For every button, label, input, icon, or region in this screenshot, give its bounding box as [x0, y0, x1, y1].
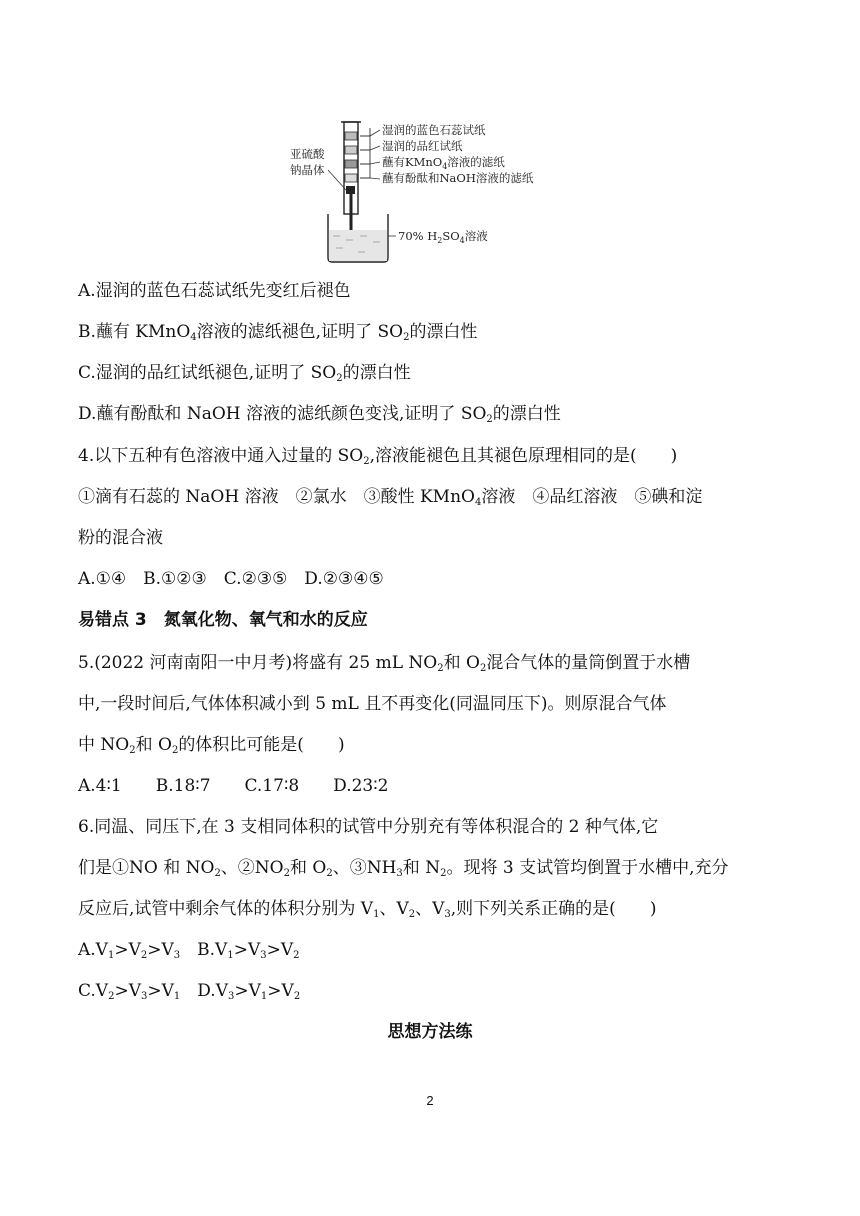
- label-h2so4: 70% $H_2SO_4$溶液: [398, 229, 488, 245]
- q6-options-ab: $A.V_1>V_2>V_3$ $B.V_1>V_3>V_2$: [78, 940, 300, 961]
- q4-items-cont: 粉的混合液: [78, 528, 163, 548]
- q4-stem: 4.以下五种有色溶液中通入过量的 $SO_2$,溶液能褪色且其褪色原理相同的是( ): [78, 446, 678, 467]
- q5-line-1: 5.(2022 河南南阳一中月考)将盛有 25 mL $NO_2$和 $O_2$混合气体的量筒倒置于水槽: [78, 653, 691, 674]
- section-heading-3: 易错点 3 氮氧化物、氧气和水的反应: [78, 610, 368, 630]
- q5-line-2: 中,一段时间后,气体体积减小到 5 mL 且不再变化(同温同压下)。则原混合气体: [78, 694, 667, 714]
- label-kmno4-paper: 蘸有KMnO$_4$溶液的滤纸: [382, 155, 505, 171]
- label-phenolphthalein-paper: 蘸有酚酞和NaOH溶液的滤纸: [382, 171, 534, 185]
- q3-option-d: D.蘸有酚酞和 NaOH 溶液的滤纸颜色变浅,证明了 $SO_2$的漂白性: [78, 404, 561, 425]
- q5-line-3: 中 $NO_2$和 $O_2$的体积比可能是( ): [78, 735, 345, 756]
- q6-options-cd: $C.V_2>V_3>V_1$ $D.V_3>V_1>V_2$: [78, 981, 301, 1002]
- q6-line-1: 6.同温、同压下,在 3 支相同体积的试管中分别充有等体积混合的 2 种气体,它: [78, 817, 659, 837]
- apparatus-figure: [288, 118, 588, 264]
- q5-options: A.4∶1 B.18∶7 C.17∶8 D.23∶2: [78, 776, 389, 796]
- page-number: 2: [426, 1093, 434, 1108]
- q4-items: ①滴有石蕊的 NaOH 溶液 ②氯水 ③酸性 KMnO$_4$溶液 ④品红溶液 ⑤碘和淀: [78, 487, 703, 508]
- q3-option-a: A.湿润的蓝色石蕊试纸先变红后褪色: [78, 281, 351, 301]
- label-sodium-sulfite: 亚硫酸: [290, 147, 325, 161]
- label-magenta-paper: 湿润的品红试纸: [382, 139, 463, 153]
- q6-line-2: 们是①NO 和 $NO_2$、$②NO_2$和 $O_2$、$③NH_3$和 $N_2$。现将 3 支试管均倒置于水槽中,充分: [78, 858, 729, 879]
- section-title-methods: 思想方法练: [387, 1022, 473, 1042]
- q4-options: A.①④ B.①②③ C.②③⑤ D.②③④⑤: [78, 569, 384, 589]
- q6-line-3: 反应后,试管中剩余气体的体积分别为 $V_1$、$V_2$、$V_3$,则下列关系正确的是( ): [78, 899, 657, 920]
- label-sodium-sulfite-2: 钠晶体: [290, 163, 325, 177]
- label-blue-litmus: 湿润的蓝色石蕊试纸: [382, 123, 486, 137]
- q3-option-b: B.蘸有 KMnO$_4$溶液的滤纸褪色,证明了 $SO_2$的漂白性: [78, 322, 478, 343]
- q3-option-c: C.湿润的品红试纸褪色,证明了 $SO_2$的漂白性: [78, 363, 411, 384]
